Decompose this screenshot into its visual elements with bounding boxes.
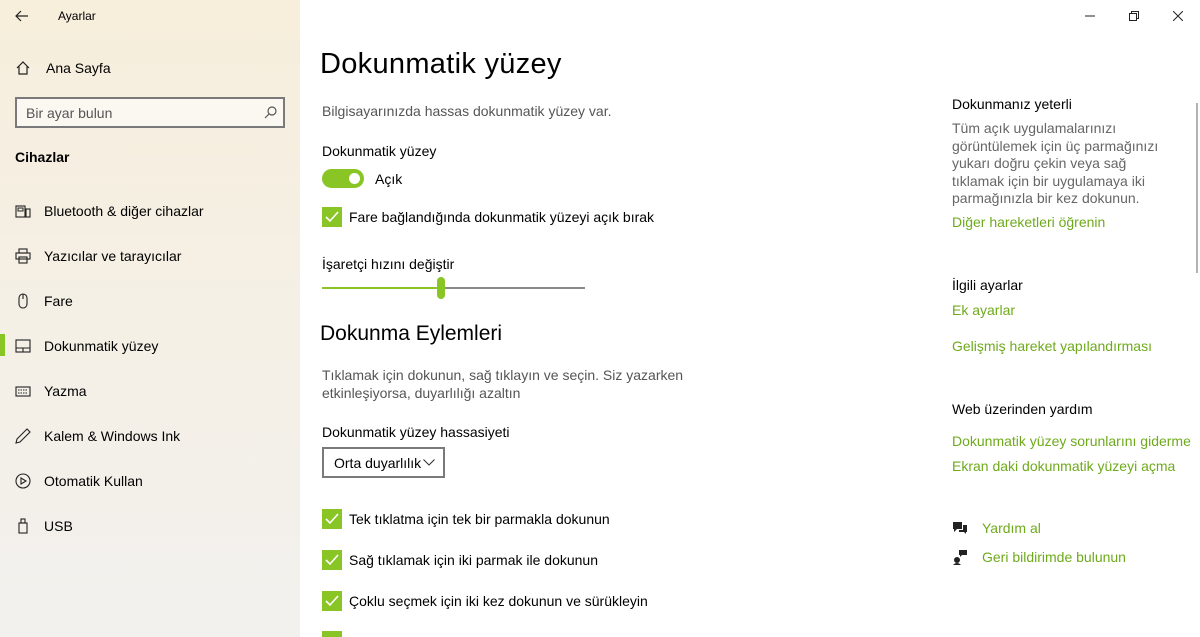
search-input[interactable] <box>17 99 257 126</box>
pointer-speed-slider[interactable] <box>322 276 585 300</box>
sensitivity-value: Orta duyarlılık <box>334 454 422 471</box>
partial-checkbox[interactable] <box>322 631 342 637</box>
autoplay-icon <box>15 473 31 489</box>
sidebar-item-label: Otomatik Kullan <box>44 472 143 489</box>
double-tap-drag-checkbox-row[interactable] <box>322 591 648 611</box>
sidebar-item-label: Fare <box>44 292 73 309</box>
single-tap-checkbox[interactable] <box>322 509 342 529</box>
home-icon <box>15 60 31 76</box>
sidebar-item-pen[interactable] <box>0 413 300 458</box>
home-nav-item[interactable] <box>0 52 300 84</box>
slider-track-empty <box>445 287 585 289</box>
sidebar-item-printers[interactable] <box>0 233 300 278</box>
keyboard-icon <box>15 383 31 399</box>
settings-search <box>15 97 285 128</box>
touch-tips-heading: Dokunmanız yeterli <box>952 96 1072 112</box>
extra-settings-link[interactable]: Ek ayarlar <box>952 302 1016 318</box>
scrollbar[interactable] <box>1196 103 1198 273</box>
home-label: Ana Sayfa <box>46 60 111 76</box>
help-chat-icon <box>952 520 968 536</box>
troubleshoot-link[interactable]: Dokunmatik yüzey sorunlarını giderme <box>952 433 1191 449</box>
search-icon[interactable] <box>257 106 283 119</box>
checkmark-icon <box>325 595 339 607</box>
related-settings-heading: İlgili ayarlar <box>952 277 1023 293</box>
app-title: Ayarlar <box>58 9 96 23</box>
checkmark-icon <box>325 211 339 223</box>
two-finger-right-click-checkbox-row[interactable] <box>322 550 598 570</box>
sidebar-item-label: Yazıcılar ve tarayıcılar <box>44 247 182 264</box>
sensitivity-label: Dokunmatik yüzey hassasiyeti <box>322 424 510 440</box>
section-heading: Cihazlar <box>15 149 70 165</box>
sidebar-item-label: USB <box>44 517 73 534</box>
sensitivity-dropdown[interactable] <box>322 447 445 478</box>
onscreen-touchpad-link[interactable]: Ekran daki dokunmatik yüzeyi açma <box>952 458 1176 474</box>
sidebar-item-autoplay[interactable] <box>0 458 300 503</box>
tap-actions-heading: Dokunma Eylemleri <box>320 322 503 345</box>
sidebar-item-label: Bluetooth & diğer cihazlar <box>44 202 204 219</box>
option-label: Tek tıklatma için tek bir parmakla dokunun <box>349 511 610 527</box>
sidebar-item-touchpad[interactable] <box>0 323 300 368</box>
touch-tips-text: Tüm açık uygulamalarınızı görüntülemek için üç parmağınızı yukarı doğru çekin veya sağ tıklamak için bir uygulamaya iki parmağınızla bir kez dokunun. <box>952 120 1159 206</box>
printer-icon <box>15 248 31 264</box>
checkmark-icon <box>325 513 339 525</box>
tap-actions-description: Tıklamak için dokunun, sağ tıklayın ve seçin. Siz yazarken etkinleşiyorsa, duyarlılığı azaltın <box>322 367 684 401</box>
keep-on-checkbox[interactable] <box>322 207 342 227</box>
sidebar <box>0 0 300 637</box>
touchpad-toggle-label: Dokunmatik yüzey <box>322 143 437 159</box>
keep-on-checkbox-row[interactable] <box>322 207 654 227</box>
get-help-label: Yardım al <box>982 520 1041 536</box>
slider-track-filled <box>322 287 437 289</box>
sidebar-item-typing[interactable] <box>0 368 300 413</box>
touchpad-icon <box>15 338 31 354</box>
option-label: Çoklu seçmek için iki kez dokunun ve sürükleyin <box>349 593 648 609</box>
two-finger-right-click-checkbox[interactable] <box>322 550 342 570</box>
checkmark-icon <box>325 554 339 566</box>
slider-thumb[interactable] <box>437 277 445 299</box>
feedback-icon <box>952 549 968 565</box>
sidebar-item-bluetooth[interactable] <box>0 188 300 233</box>
bluetooth-devices-icon <box>15 203 31 219</box>
sidebar-item-label: Kalem & Windows Ink <box>44 427 181 444</box>
toggle-state-label: Açık <box>375 171 403 187</box>
pen-icon <box>15 428 31 444</box>
double-tap-drag-checkbox[interactable] <box>322 591 342 611</box>
mouse-icon <box>15 293 31 309</box>
sidebar-item-label: Dokunmatik yüzey <box>44 337 159 354</box>
feedback-row[interactable] <box>952 549 1126 565</box>
get-help-row[interactable] <box>952 520 1041 536</box>
back-button[interactable] <box>0 0 44 32</box>
pointer-speed-label: İşaretçi hızını değiştir <box>322 256 455 272</box>
touchpad-toggle[interactable] <box>322 169 364 188</box>
back-arrow-icon <box>15 10 29 22</box>
feedback-label: Geri bildirimde bulunun <box>982 549 1126 565</box>
single-tap-checkbox-row[interactable] <box>322 509 610 529</box>
sidebar-nav <box>0 188 300 548</box>
page-title: Dokunmatik yüzey <box>320 48 562 80</box>
option-label: Sağ tıklamak için iki parmak ile dokunun <box>349 552 599 568</box>
page-description: Bilgisayarınızda hassas dokunmatik yüzey var. <box>322 103 612 119</box>
partial-checkbox-row[interactable] <box>322 631 342 637</box>
sidebar-item-mouse[interactable] <box>0 278 300 323</box>
more-gestures-link[interactable]: Diğer hareketleri öğrenin <box>952 214 1106 230</box>
chevron-down-icon <box>423 459 435 466</box>
sidebar-item-usb[interactable] <box>0 503 300 548</box>
advanced-gesture-link[interactable]: Gelişmiş hareket yapılandırması <box>952 338 1152 354</box>
keep-on-label: Fare bağlandığında dokunmatik yüzeyi açık bırak <box>349 209 655 225</box>
web-help-heading: Web üzerinden yardım <box>952 401 1093 417</box>
usb-icon <box>15 518 31 534</box>
toggle-knob <box>349 173 360 184</box>
sidebar-item-label: Yazma <box>44 382 87 399</box>
title-bar <box>0 0 300 32</box>
